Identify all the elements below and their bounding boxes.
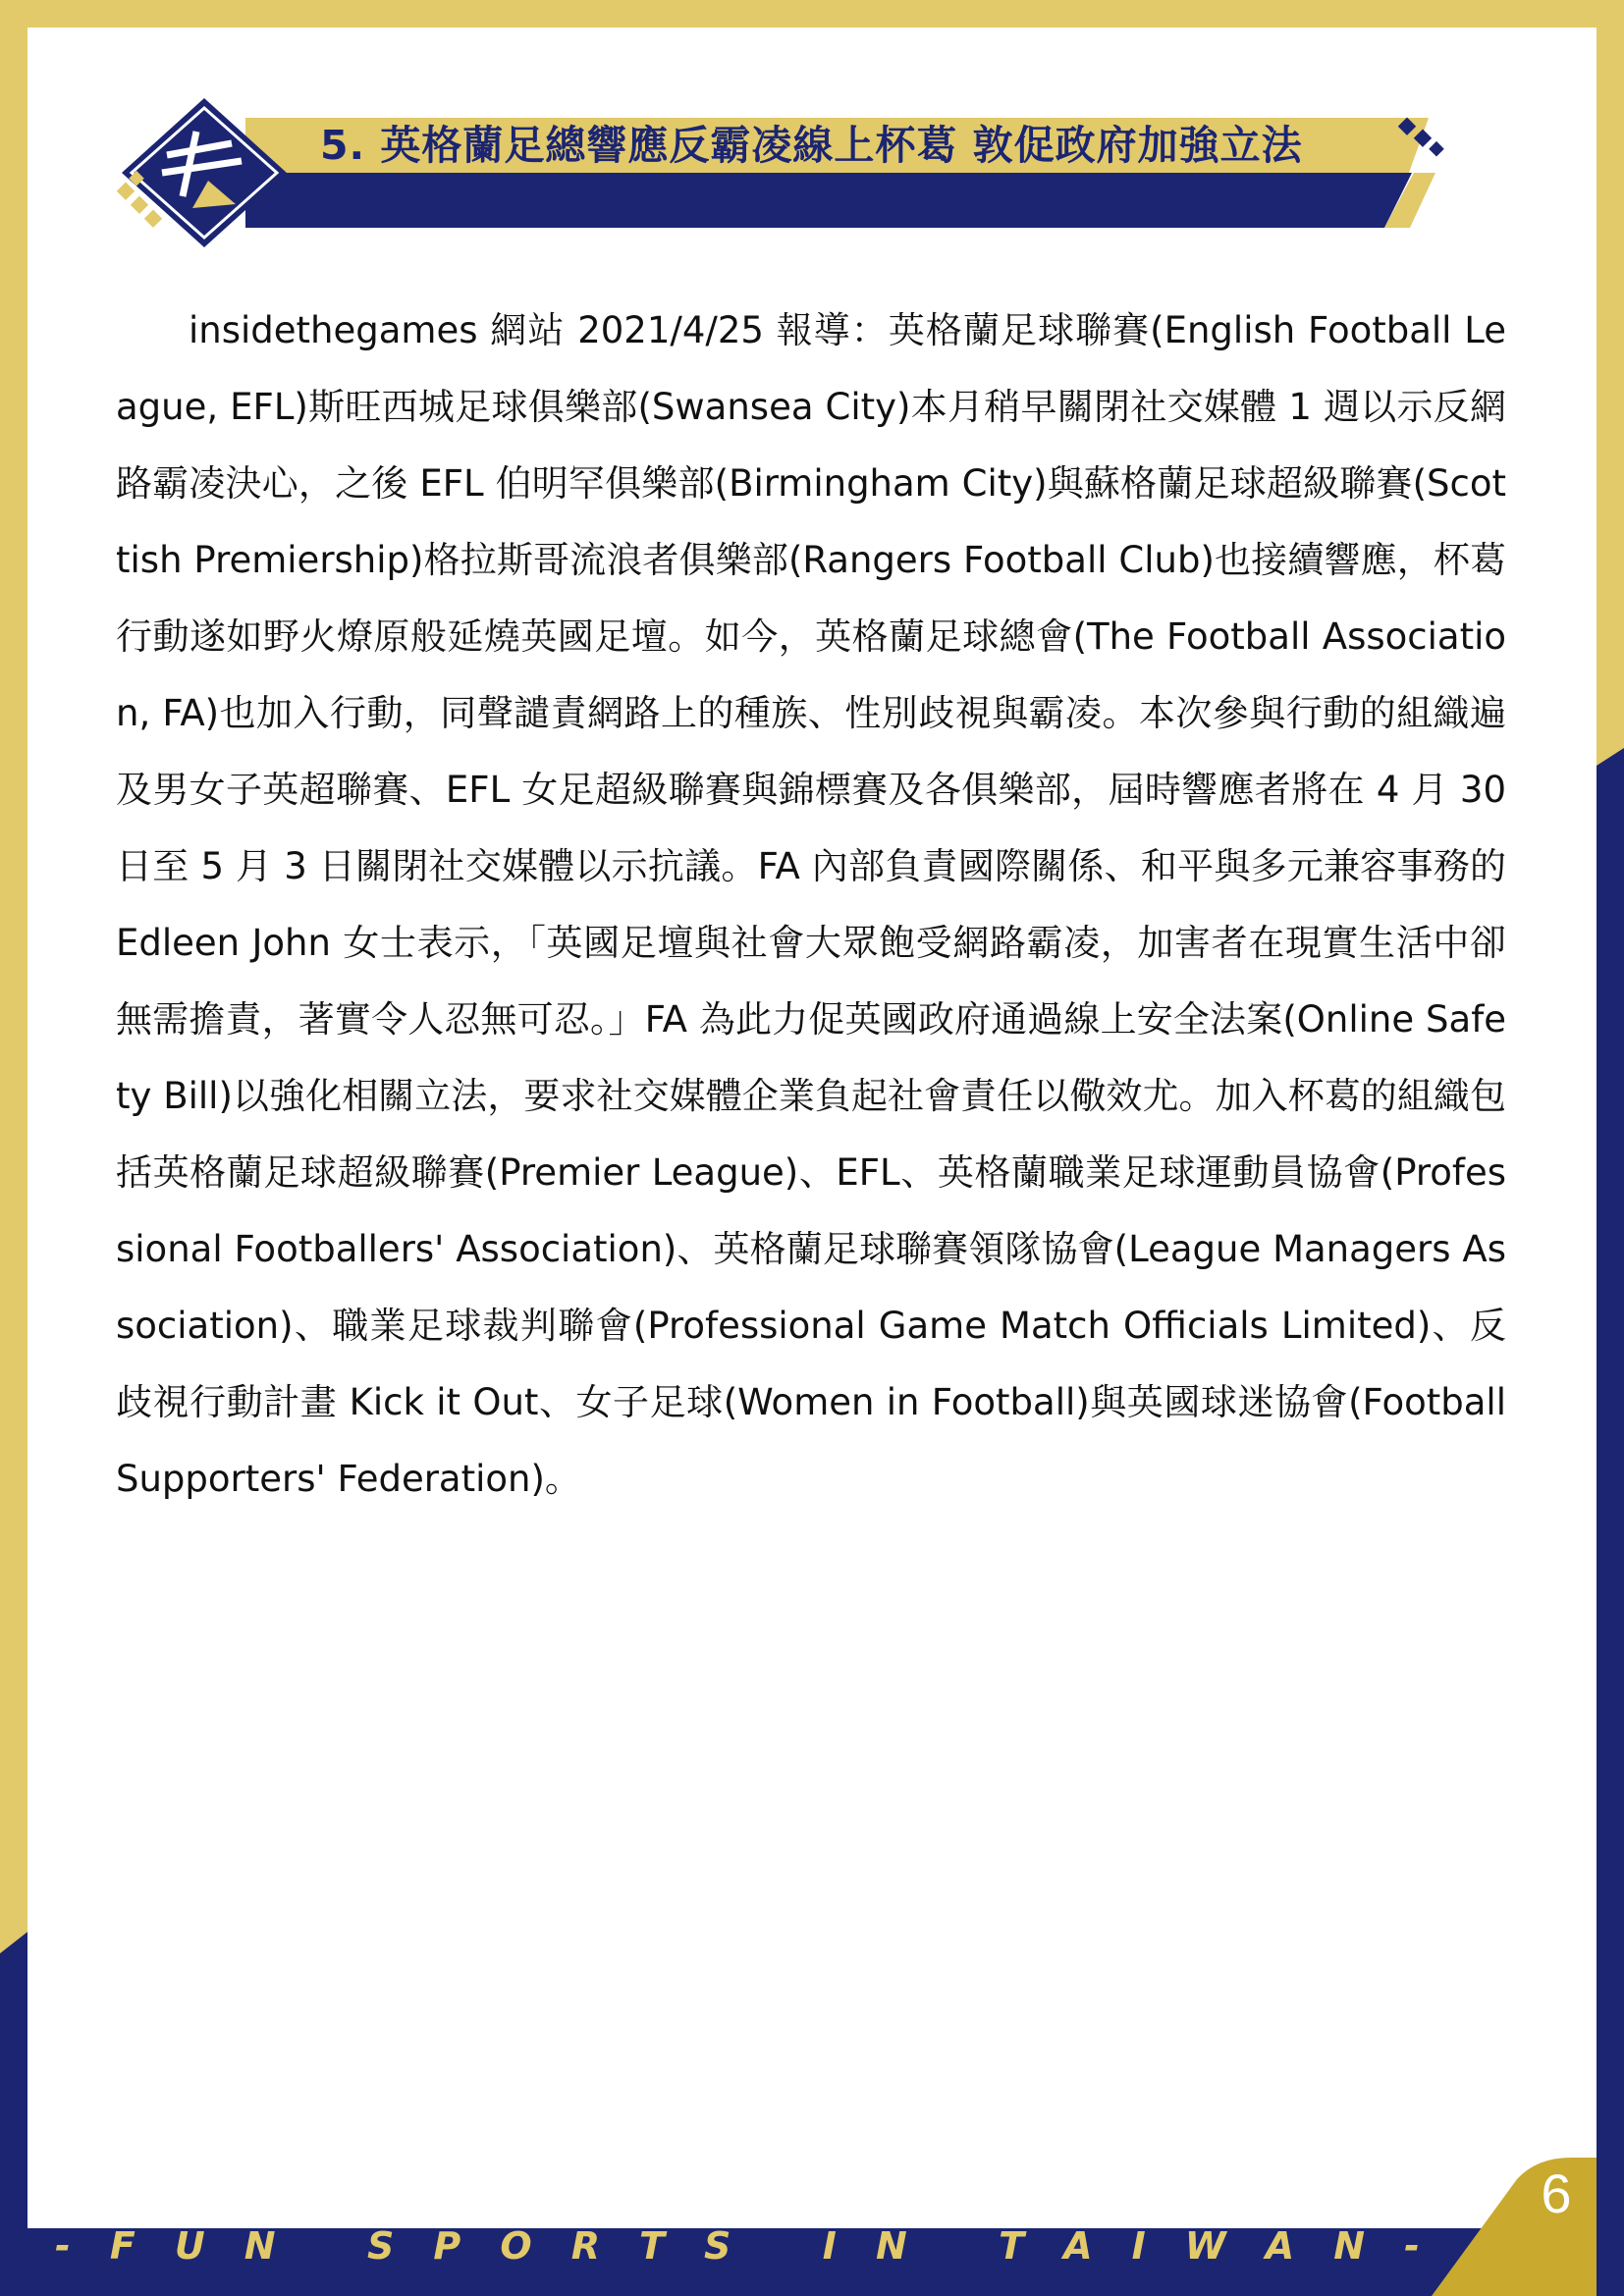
slogan-char: F xyxy=(109,2224,135,2268)
slogan-char: I xyxy=(822,2224,837,2268)
slogan-char: - xyxy=(55,2224,71,2268)
slogan-char: S xyxy=(704,2224,731,2268)
slogan-char xyxy=(947,2216,959,2275)
slogan-char: N xyxy=(875,2224,907,2268)
slogan-char: P xyxy=(433,2224,461,2268)
header-navy-bar xyxy=(245,173,1412,228)
decor-dot xyxy=(1429,141,1444,157)
slogan-char: N xyxy=(1333,2224,1366,2268)
slogan-char: A xyxy=(1063,2224,1093,2268)
page-title: 5. 英格蘭足總響應反霸凌線上杯葛 敦促政府加強立法 xyxy=(320,122,1303,169)
slogan-char: N xyxy=(244,2224,276,2268)
slogan-char: T xyxy=(999,2224,1025,2268)
footer-slogan xyxy=(55,2216,1420,2275)
slogan-char xyxy=(315,2216,328,2275)
page-number: 6 xyxy=(1541,2163,1572,2224)
slogan-char: O xyxy=(500,2224,532,2268)
slogan-char: I xyxy=(1131,2224,1146,2268)
slogan-char: T xyxy=(639,2224,665,2268)
slogan-char: S xyxy=(366,2224,395,2268)
slogan-char: R xyxy=(570,2224,600,2268)
slogan-char: - xyxy=(1404,2224,1420,2268)
slogan-char xyxy=(770,2216,783,2275)
slogan-char: A xyxy=(1265,2224,1295,2268)
article-body: insidethegames 網站 2021/4/25 報導：英格蘭足球聯賽(English Football League, EFL)斯旺西城足球俱樂部(Swansea City)本月稍早關閉社交媒體 1 週以示反網路霸凌決心，之後 EFL 伯明罕俱樂部(Birmingham City)與蘇格蘭足球超級聯賽(Scottish Premiership)格拉斯哥流浪者俱樂部(Rangers Football Club)也接續響應，杯葛行動遂如野火燎原般延燒英國足壇。如今，英格蘭足球總會(The Football Association, FA)也加入行動，同聲譴責網路上的種族、性別歧視與霸凌。本次參與行動的組織遍及男女子英超聯賽、EFL 女足超級聯賽與錦標賽及各俱樂部，屆時響應者將在 4 月 30 日至 5 月 3 日關閉社交媒體以示抗議。FA 內部負責國際關係、和平與多元兼容事務的 Edleen John 女士表示，「英國足壇與社會大眾飽受網路霸凌，加害者在現實生活中卻無需擔責，著實令人忍無可忍。」FA 為此力促英國政府通過線上安全法案(Online Safety Bill)以強化相關立法，要求社交媒體企業負起社會責任以儆效尤。加入杯葛的組織包括英格蘭足球超級聯賽(Premier League)、EFL、英格蘭職業足球運動員協會(Professional Footballers' Association)、英格蘭足球聯賽領隊協會(League Managers Association)、職業足球裁判聯會(Professional Game Match Officials Limited)、反歧視行動計畫 Kick it Out、女子足球(Women in Football)與英國球迷協會(Football Supporters' Federation)。 xyxy=(116,309,1506,1500)
slogan-char: U xyxy=(174,2224,205,2268)
slogan-char: W xyxy=(1184,2224,1226,2268)
